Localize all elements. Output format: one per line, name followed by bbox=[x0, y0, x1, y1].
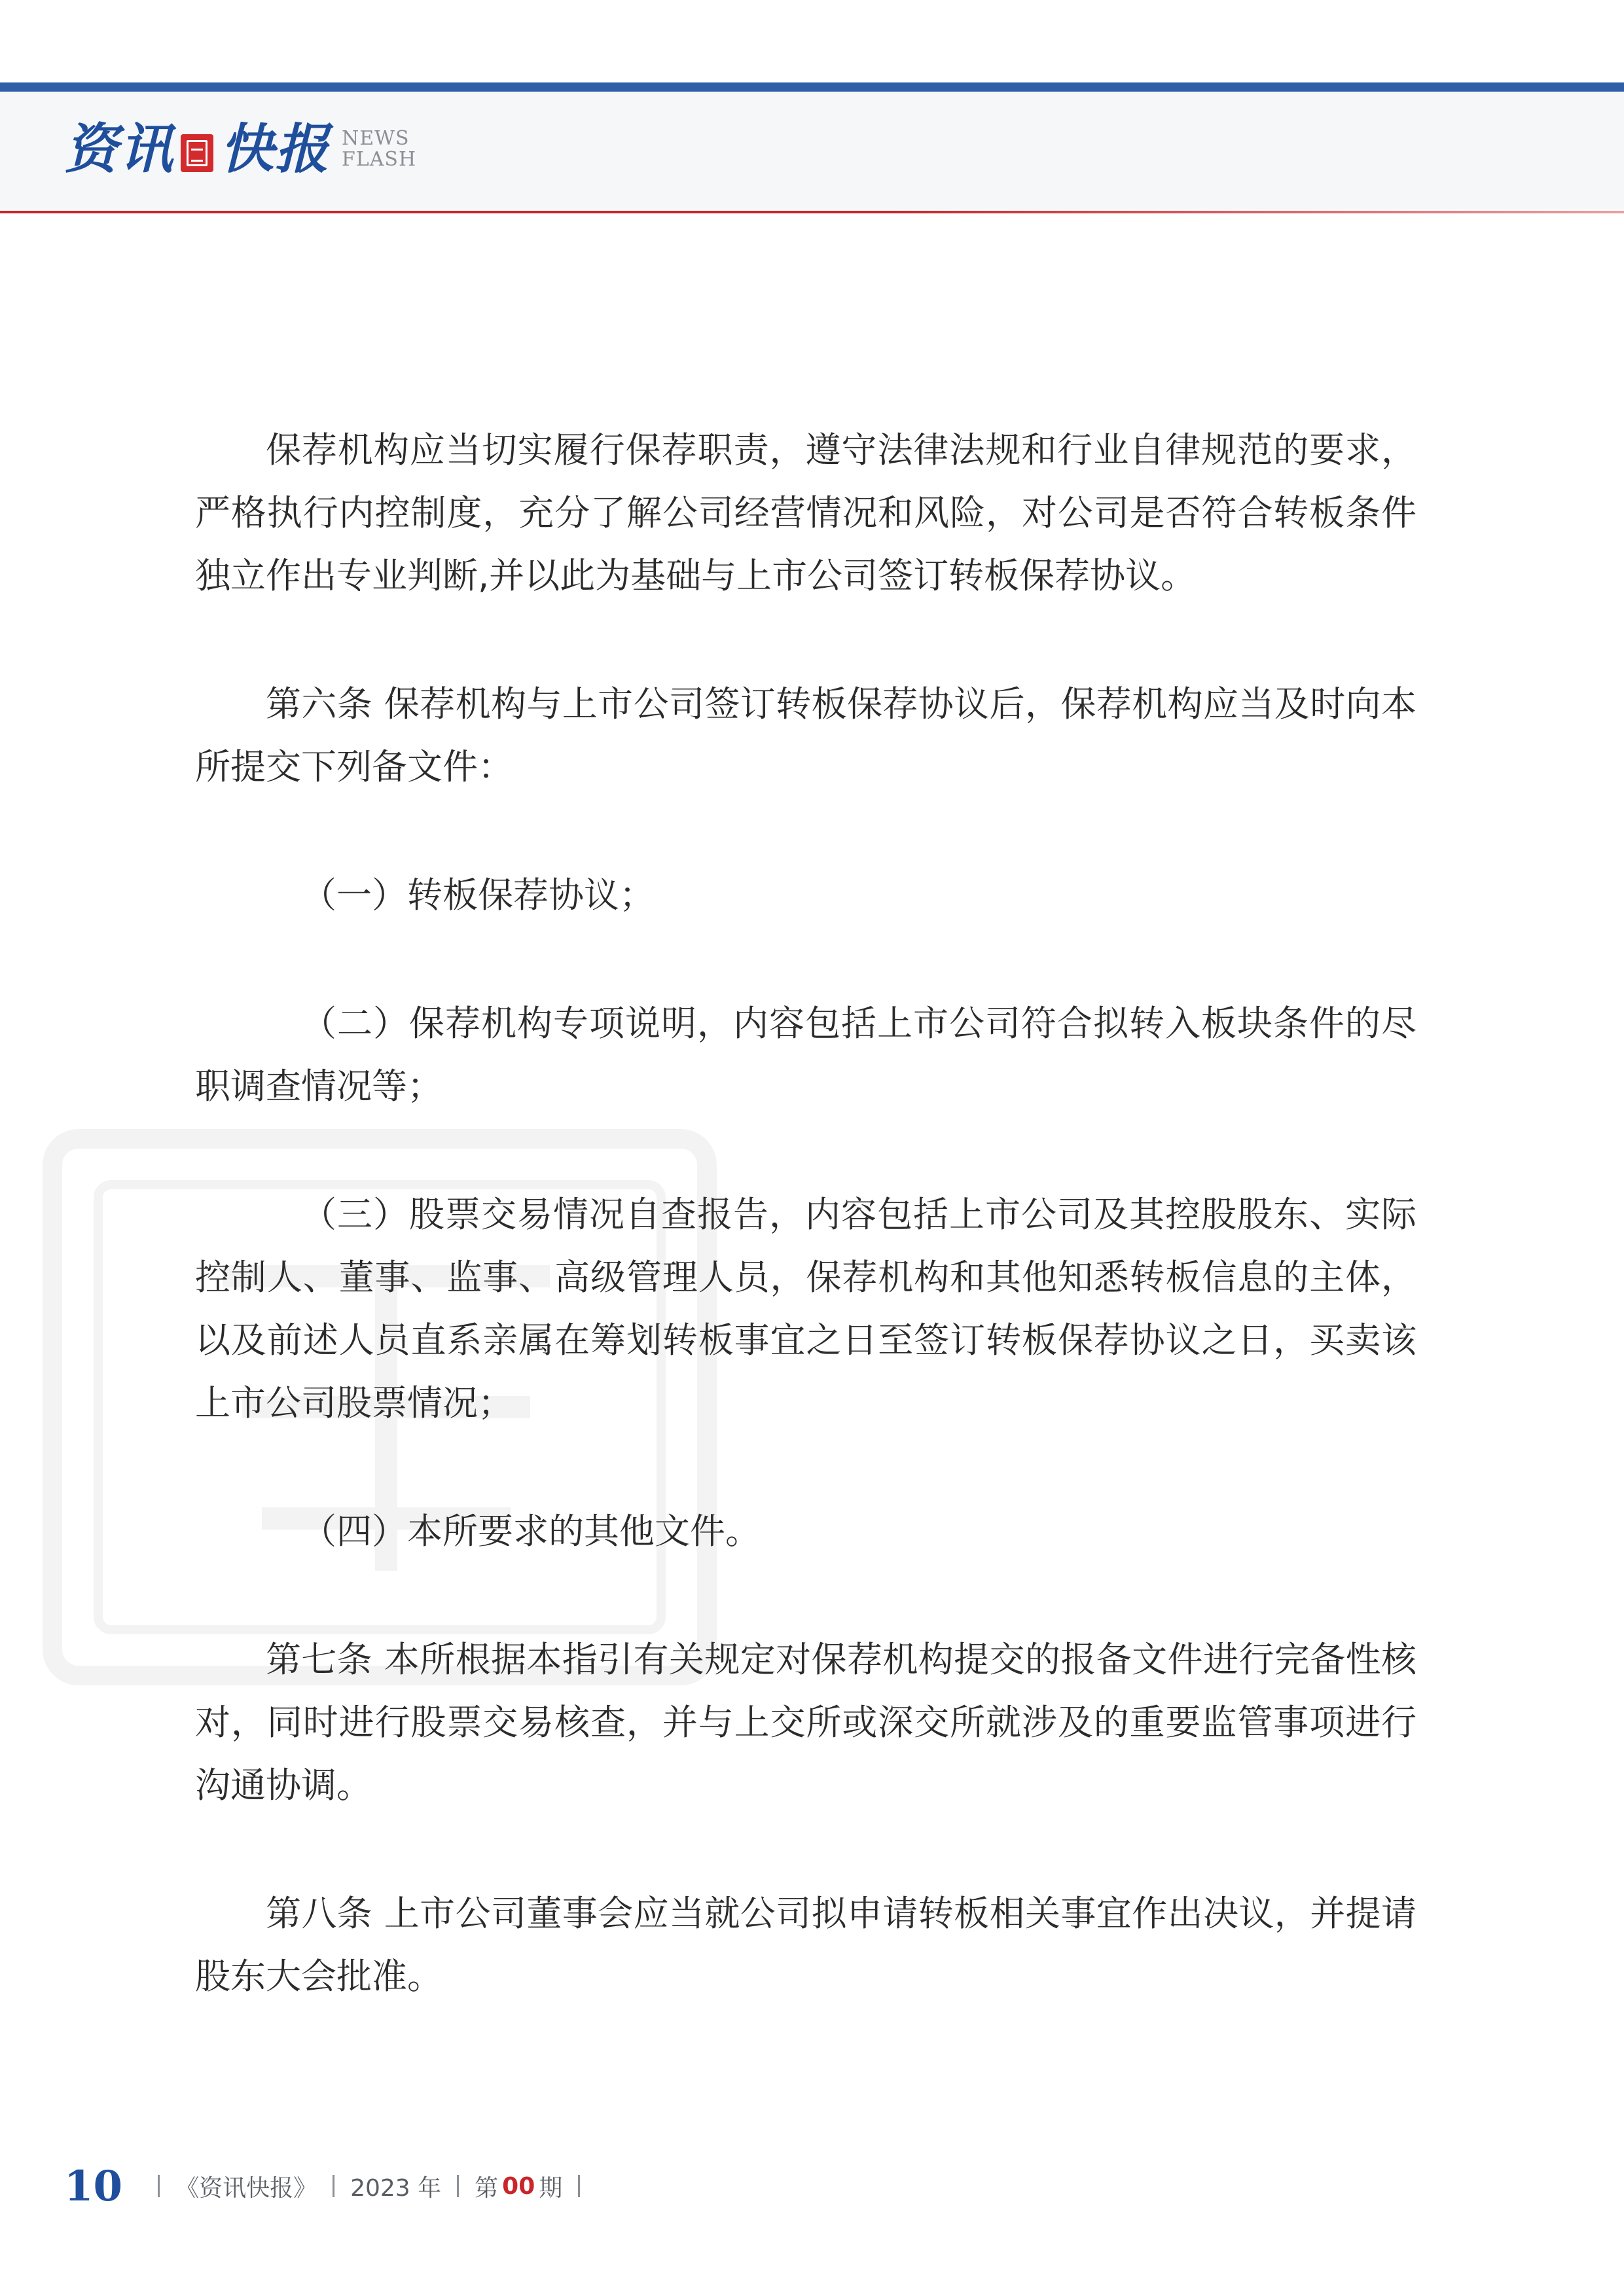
issue-suffix: 期 bbox=[539, 2174, 563, 2202]
footer-divider bbox=[333, 2175, 334, 2197]
footer-divider bbox=[158, 2175, 160, 2197]
flash-label: FLASH bbox=[342, 148, 417, 171]
list-item-3: （三）股票交易情况自查报告，内容包括上市公司及其控股股东、实际控制人、董事、监事、高级管理人员，保荐机构和其他知悉转板信息的主体，以及前述人员直系亲属在筹划转板事宜之日至签订转板保荐协议之日，买卖该上市公司股票情况； bbox=[195, 1194, 1416, 1424]
article-body bbox=[195, 419, 1416, 2073]
page-footer bbox=[64, 2160, 596, 2212]
list-item-1: （一）转板保荐协议； bbox=[301, 874, 655, 916]
brand-text-right: 快报 bbox=[220, 118, 330, 181]
footer-divider bbox=[457, 2175, 459, 2197]
seal-icon bbox=[181, 134, 213, 172]
brand-logo bbox=[64, 117, 416, 182]
footer-divider bbox=[578, 2175, 580, 2197]
publication-name: 《资讯快报》 bbox=[175, 2174, 317, 2202]
header-red-rule bbox=[0, 211, 1624, 213]
paragraph-article-7: 第七条 本所根据本指引有关规定对保荐机构提交的报备文件进行完备性核对，同时进行股票交易核查，并与上交所或深交所就涉及的重要监管事项进行沟通协调。 bbox=[195, 1639, 1416, 1806]
paragraph-article-6: 第六条 保荐机构与上市公司签订转板保荐协议后，保荐机构应当及时向本所提交下列备文件： bbox=[195, 683, 1416, 787]
issue-prefix: 第 bbox=[475, 2174, 499, 2202]
page-number: 10 bbox=[64, 2161, 123, 2211]
list-item-2: （二）保荐机构专项说明，内容包括上市公司符合拟转入板块条件的尽职调查情况等； bbox=[195, 1003, 1416, 1107]
publication-year: 2023 年 bbox=[350, 2174, 442, 2202]
paragraph-sponsor-duties: 保荐机构应当切实履行保荐职责，遵守法律法规和行业自律规范的要求，严格执行内控制度，充分了解公司经营情况和风险，对公司是否符合转板条件独立作出专业判断,并以此为基础与上市公司签订转板保荐协议。 bbox=[195, 429, 1416, 596]
top-blue-band bbox=[0, 82, 1624, 92]
issue-number: 00 bbox=[502, 2172, 535, 2200]
brand-text-left: 资讯 bbox=[64, 118, 174, 181]
news-flash-label bbox=[342, 128, 416, 170]
paragraph-article-8: 第八条 上市公司董事会应当就公司拟申请转板相关事宜作出决议，并提请股东大会批准。 bbox=[195, 1893, 1416, 1997]
news-label: NEWS bbox=[342, 127, 410, 150]
list-item-4: （四）本所要求的其他文件。 bbox=[301, 1511, 761, 1552]
